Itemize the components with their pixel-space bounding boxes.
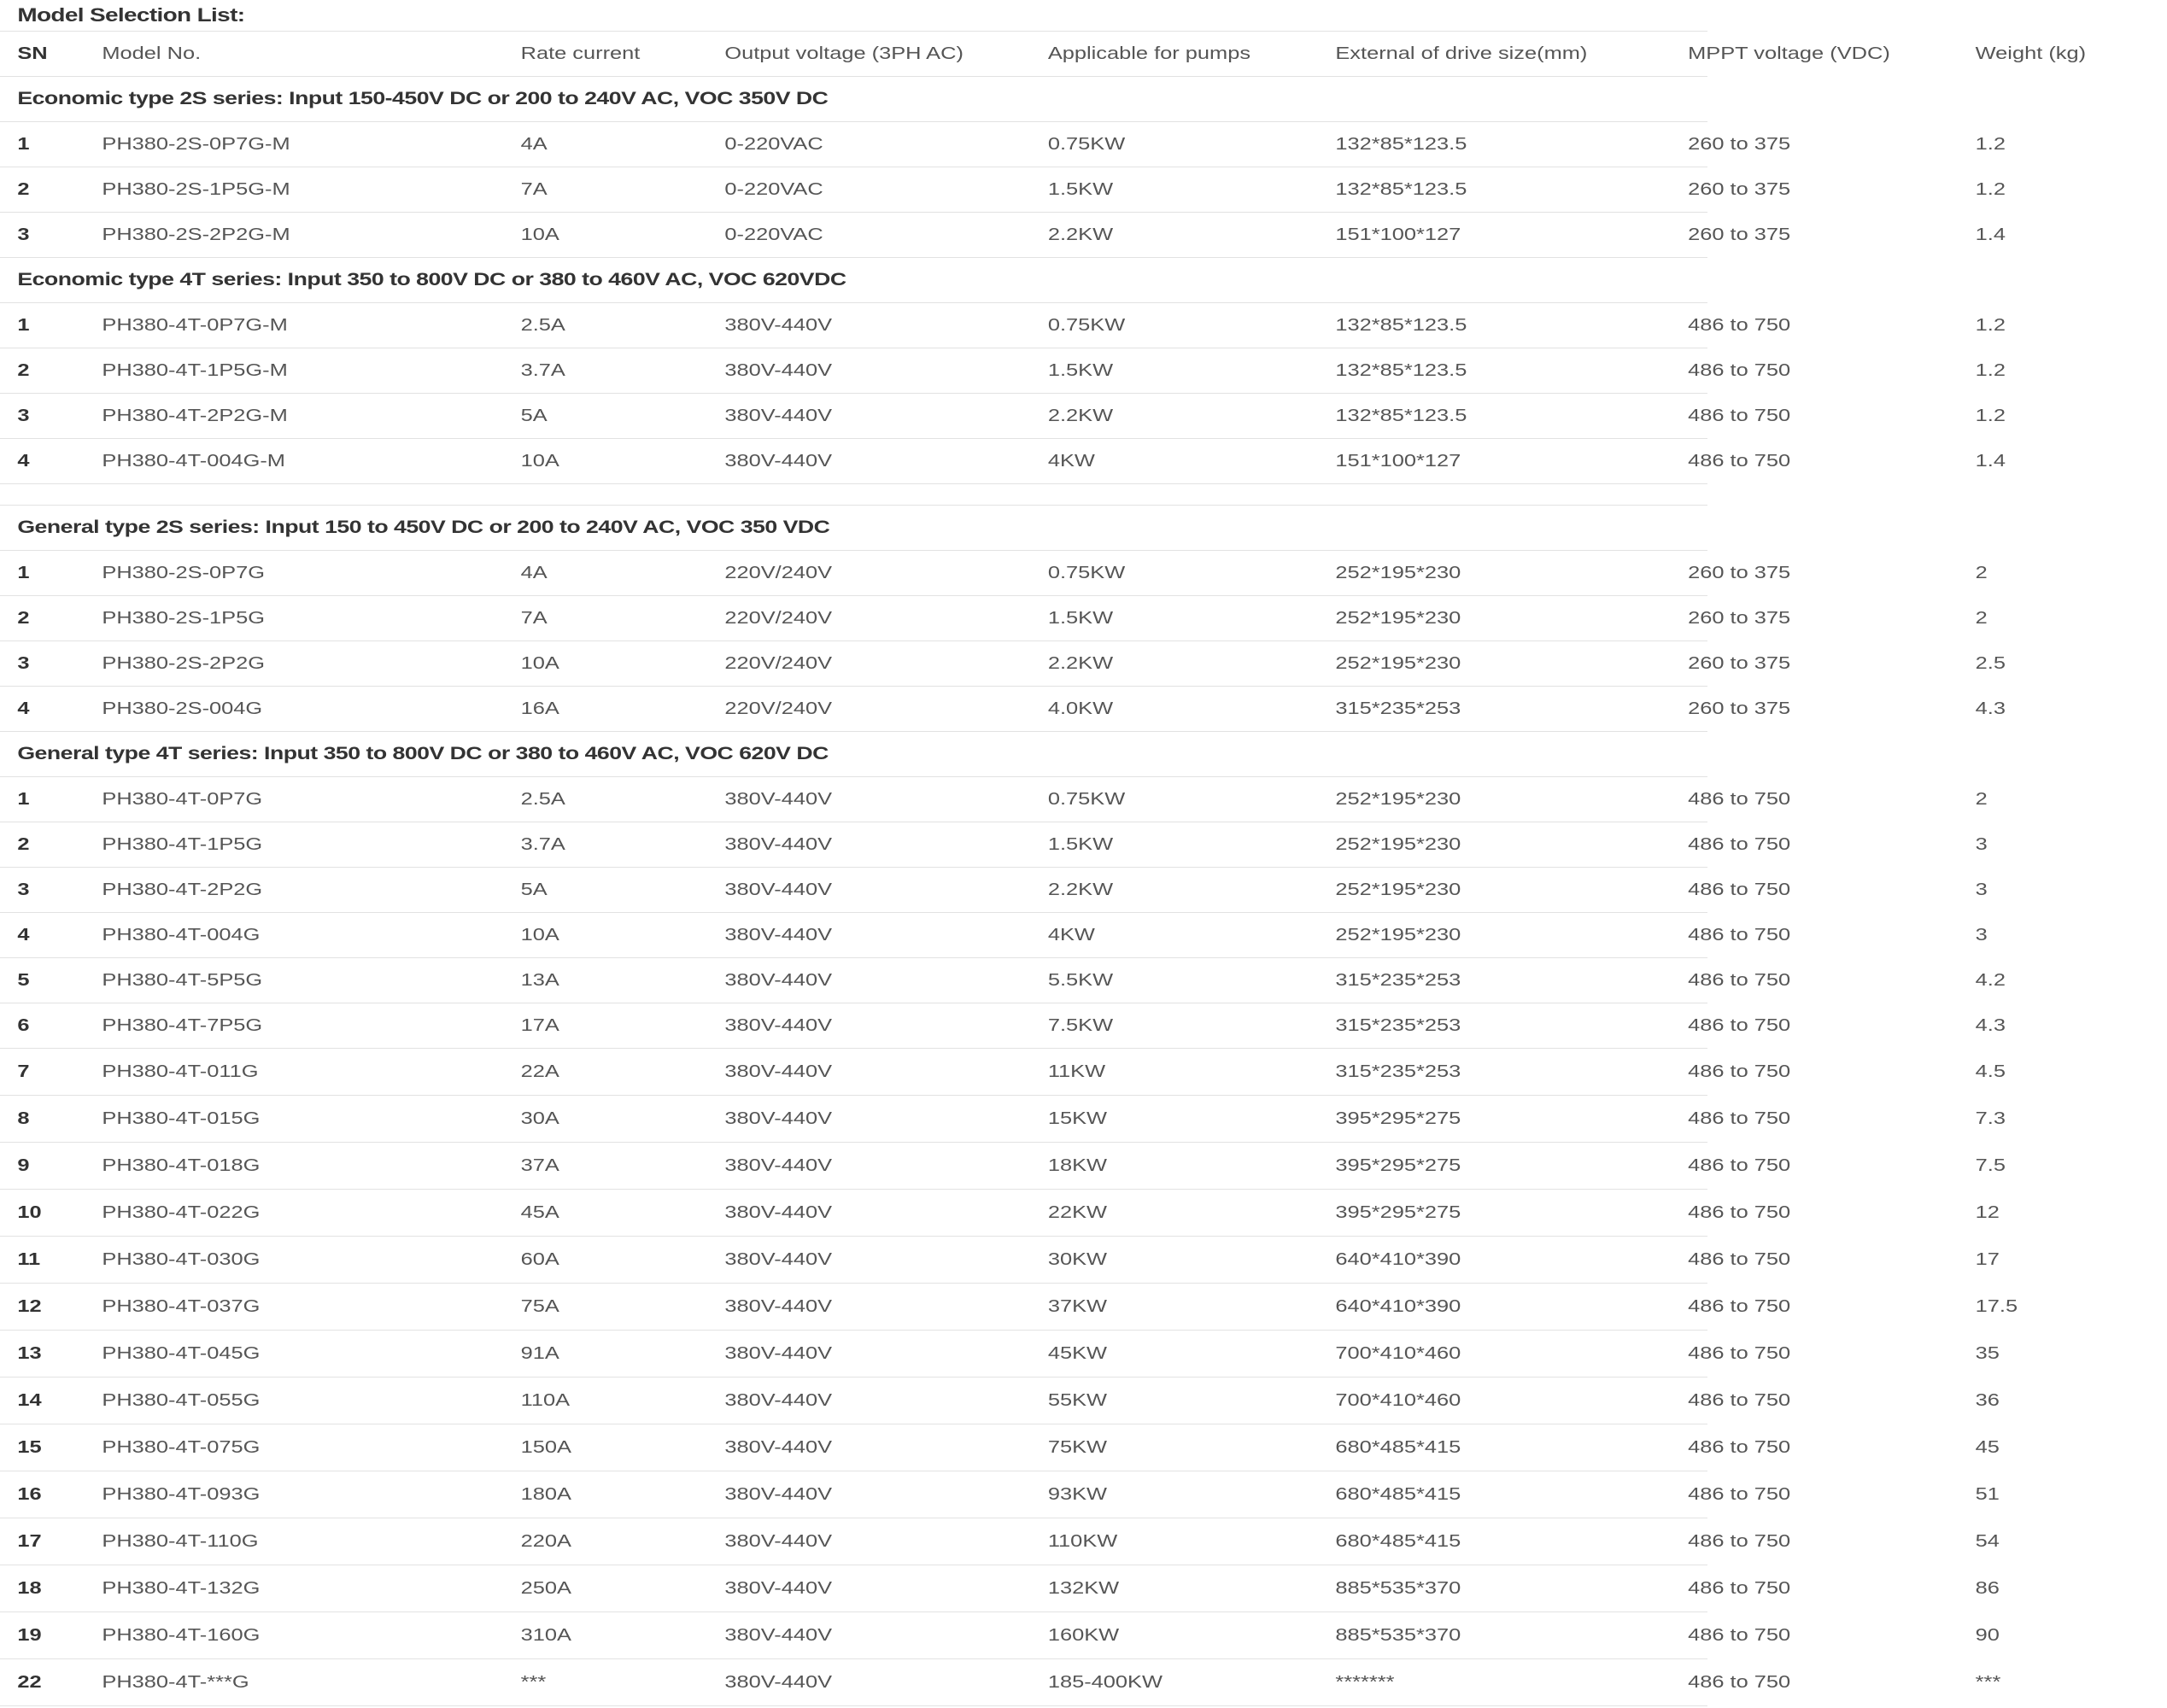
cell-output-voltage: 380V-440V bbox=[724, 1202, 833, 1222]
cell-applicable-pump: 55KW bbox=[1047, 1390, 1107, 1410]
table-row bbox=[0, 1003, 2006, 1048]
section-title: General type 2S series: Input 150 to 450V DC or 200 to 240V AC, VOC 350 VDC bbox=[0, 505, 1707, 550]
cell-model-no: PH380-4T-1P5G-M bbox=[102, 360, 288, 380]
cell-mppt-voltage: 486 to 750 bbox=[1688, 1390, 1791, 1410]
cell-output-voltage: 380V-440V bbox=[724, 360, 833, 380]
cell-mppt-voltage: 486 to 750 bbox=[1688, 1343, 1791, 1363]
cell-output-voltage: 380V-440V bbox=[724, 1062, 833, 1081]
cell-model-no: PH380-2S-0P7G-M bbox=[102, 134, 290, 154]
cell-applicable-pump: 1.5KW bbox=[1047, 360, 1114, 380]
cell-applicable-pump: 37KW bbox=[1047, 1296, 1107, 1316]
cell-output-voltage: 380V-440V bbox=[724, 1625, 833, 1645]
cell-mppt-voltage: 486 to 750 bbox=[1688, 1108, 1791, 1128]
cell-model-no: PH380-4T-160G bbox=[102, 1625, 261, 1645]
cell-drive-size: 151*100*127 bbox=[1335, 225, 1461, 244]
cell-rate-current: 3.7A bbox=[520, 834, 565, 854]
cell-rate-current: 5A bbox=[520, 406, 548, 425]
cell-output-voltage: 380V-440V bbox=[724, 451, 833, 471]
cell-model-no: PH380-4T-0P7G bbox=[102, 789, 263, 809]
cell-weight: 4.2 bbox=[1975, 970, 2006, 990]
cell-model-no: PH380-4T-015G bbox=[102, 1108, 261, 1128]
header-rate-current: Rate current bbox=[520, 44, 641, 63]
cell-mppt-voltage: 260 to 375 bbox=[1688, 225, 1791, 244]
cell-mppt-voltage: 486 to 750 bbox=[1688, 1578, 1791, 1598]
cell-model-no: PH380-4T-075G bbox=[102, 1437, 261, 1457]
cell-model-no: PH380-4T-030G bbox=[102, 1249, 261, 1269]
table-row bbox=[0, 212, 2006, 257]
cell-model-no: PH380-4T-***G bbox=[102, 1672, 249, 1692]
table-row bbox=[0, 1611, 2000, 1658]
cell-sn: 15 bbox=[17, 1437, 42, 1457]
cell-drive-size: 640*410*390 bbox=[1335, 1296, 1461, 1316]
cell-model-no: PH380-4T-037G bbox=[102, 1296, 261, 1316]
cell-rate-current: 10A bbox=[520, 653, 559, 673]
cell-model-no: PH380-4T-2P2G bbox=[102, 880, 263, 899]
cell-weight: 1.2 bbox=[1975, 406, 2006, 425]
cell-mppt-voltage: 486 to 750 bbox=[1688, 1625, 1791, 1645]
cell-output-voltage: 380V-440V bbox=[724, 1484, 833, 1504]
cell-applicable-pump: 2.2KW bbox=[1047, 880, 1114, 899]
cell-output-voltage: 380V-440V bbox=[724, 1155, 833, 1175]
cell-sn: 1 bbox=[17, 563, 30, 582]
section-title: Economic type 2S series: Input 150-450V DC or 200 to 240V AC, VOC 350V DC bbox=[0, 76, 1707, 121]
cell-output-voltage: 380V-440V bbox=[724, 1390, 833, 1410]
cell-sn: 9 bbox=[17, 1155, 30, 1175]
table-row bbox=[0, 776, 1988, 822]
cell-applicable-pump: 93KW bbox=[1047, 1484, 1107, 1504]
table-body bbox=[0, 76, 2018, 1705]
cell-drive-size: 132*85*123.5 bbox=[1335, 360, 1467, 380]
cell-applicable-pump: 0.75KW bbox=[1047, 563, 1126, 582]
cell-weight: 51 bbox=[1975, 1484, 2000, 1504]
cell-model-no: PH380-4T-011G bbox=[102, 1062, 259, 1081]
cell-mppt-voltage: 260 to 375 bbox=[1688, 699, 1791, 718]
cell-weight: 4.5 bbox=[1975, 1062, 2006, 1081]
cell-output-voltage: 0-220VAC bbox=[724, 179, 823, 199]
cell-sn: 1 bbox=[17, 789, 30, 809]
cell-output-voltage: 380V-440V bbox=[724, 1531, 833, 1551]
cell-sn: 19 bbox=[17, 1625, 42, 1645]
cell-weight: 1.2 bbox=[1975, 315, 2006, 335]
cell-model-no: PH380-2S-1P5G-M bbox=[102, 179, 290, 199]
table-row bbox=[0, 121, 2006, 167]
cell-applicable-pump: 18KW bbox=[1047, 1155, 1107, 1175]
cell-mppt-voltage: 260 to 375 bbox=[1688, 179, 1791, 199]
cell-output-voltage: 0-220VAC bbox=[724, 225, 823, 244]
cell-output-voltage: 380V-440V bbox=[724, 315, 833, 335]
cell-drive-size: 395*295*275 bbox=[1335, 1155, 1461, 1175]
cell-model-no: PH380-2S-004G bbox=[102, 699, 263, 718]
cell-rate-current: 4A bbox=[520, 134, 548, 154]
cell-sn: 4 bbox=[17, 699, 30, 718]
header-drive-size: External of drive size(mm) bbox=[1335, 44, 1588, 63]
cell-sn: 14 bbox=[17, 1390, 42, 1410]
cell-applicable-pump: 185-400KW bbox=[1047, 1672, 1163, 1692]
cell-drive-size: ******* bbox=[1335, 1672, 1395, 1692]
cell-drive-size: 315*235*253 bbox=[1335, 970, 1461, 990]
cell-weight: 1.4 bbox=[1975, 451, 2006, 471]
cell-rate-current: 37A bbox=[520, 1155, 559, 1175]
cell-sn: 6 bbox=[17, 1015, 30, 1035]
cell-sn: 3 bbox=[17, 406, 30, 425]
cell-rate-current: 10A bbox=[520, 225, 559, 244]
cell-model-no: PH380-4T-1P5G bbox=[102, 834, 263, 854]
cell-rate-current: 13A bbox=[520, 970, 559, 990]
cell-mppt-voltage: 486 to 750 bbox=[1688, 1484, 1791, 1504]
cell-mppt-voltage: 260 to 375 bbox=[1688, 563, 1791, 582]
cell-sn: 2 bbox=[17, 834, 30, 854]
header-weight: Weight (kg) bbox=[1975, 44, 2087, 63]
cell-rate-current: 10A bbox=[520, 925, 559, 945]
cell-applicable-pump: 4KW bbox=[1047, 925, 1095, 945]
cell-mppt-voltage: 486 to 750 bbox=[1688, 834, 1791, 854]
cell-sn: 22 bbox=[17, 1672, 42, 1692]
cell-mppt-voltage: 260 to 375 bbox=[1688, 608, 1791, 628]
cell-drive-size: 132*85*123.5 bbox=[1335, 406, 1467, 425]
cell-rate-current: 22A bbox=[520, 1062, 559, 1081]
cell-sn: 16 bbox=[17, 1484, 42, 1504]
cell-rate-current: 2.5A bbox=[520, 315, 565, 335]
cell-drive-size: 315*235*253 bbox=[1335, 1015, 1461, 1035]
cell-mppt-voltage: 486 to 750 bbox=[1688, 360, 1791, 380]
cell-rate-current: 2.5A bbox=[520, 789, 565, 809]
header-output-voltage: Output voltage (3PH AC) bbox=[724, 44, 963, 63]
cell-mppt-voltage: 486 to 750 bbox=[1688, 1531, 1791, 1551]
cell-rate-current: 180A bbox=[520, 1484, 571, 1504]
cell-sn: 2 bbox=[17, 179, 30, 199]
cell-sn: 2 bbox=[17, 360, 30, 380]
cell-drive-size: 151*100*127 bbox=[1335, 451, 1461, 471]
cell-drive-size: 252*195*230 bbox=[1335, 653, 1461, 673]
cell-weight: 3 bbox=[1975, 834, 1988, 854]
cell-applicable-pump: 0.75KW bbox=[1047, 789, 1126, 809]
table-row bbox=[0, 595, 1988, 640]
cell-output-voltage: 220V/240V bbox=[724, 608, 833, 628]
cell-rate-current: 7A bbox=[520, 608, 548, 628]
cell-weight: 36 bbox=[1975, 1390, 2000, 1410]
cell-applicable-pump: 7.5KW bbox=[1047, 1015, 1114, 1035]
cell-output-voltage: 380V-440V bbox=[724, 1343, 833, 1363]
cell-weight: 86 bbox=[1975, 1578, 2000, 1598]
cell-model-no: PH380-4T-7P5G bbox=[102, 1015, 263, 1035]
cell-output-voltage: 380V-440V bbox=[724, 1108, 833, 1128]
cell-sn: 12 bbox=[17, 1296, 42, 1316]
cell-mppt-voltage: 486 to 750 bbox=[1688, 1672, 1791, 1692]
cell-model-no: PH380-4T-132G bbox=[102, 1578, 261, 1598]
cell-output-voltage: 380V-440V bbox=[724, 880, 833, 899]
cell-model-no: PH380-4T-004G bbox=[102, 925, 261, 945]
cell-output-voltage: 380V-440V bbox=[724, 1672, 833, 1692]
cell-model-no: PH380-4T-018G bbox=[102, 1155, 261, 1175]
cell-sn: 4 bbox=[17, 451, 30, 471]
cell-mppt-voltage: 486 to 750 bbox=[1688, 925, 1791, 945]
cell-drive-size: 252*195*230 bbox=[1335, 608, 1461, 628]
cell-weight: 1.2 bbox=[1975, 179, 2006, 199]
cell-weight: 2.5 bbox=[1975, 653, 2006, 673]
section-title: Economic type 4T series: Input 350 to 800V DC or 380 to 460V AC, VOC 620VDC bbox=[0, 257, 1707, 302]
cell-mppt-voltage: 486 to 750 bbox=[1688, 1062, 1791, 1081]
cell-rate-current: 150A bbox=[520, 1437, 571, 1457]
table-bottom-rule bbox=[0, 1705, 1707, 1706]
cell-applicable-pump: 110KW bbox=[1047, 1531, 1118, 1551]
cell-mppt-voltage: 486 to 750 bbox=[1688, 970, 1791, 990]
cell-sn: 4 bbox=[17, 925, 30, 945]
cell-applicable-pump: 0.75KW bbox=[1047, 134, 1126, 154]
cell-rate-current: 16A bbox=[520, 699, 559, 718]
cell-applicable-pump: 132KW bbox=[1047, 1578, 1120, 1598]
cell-drive-size: 252*195*230 bbox=[1335, 563, 1461, 582]
cell-applicable-pump: 15KW bbox=[1047, 1108, 1107, 1128]
cell-sn: 5 bbox=[17, 970, 30, 990]
cell-drive-size: 252*195*230 bbox=[1335, 880, 1461, 899]
cell-mppt-voltage: 486 to 750 bbox=[1688, 789, 1791, 809]
table-row bbox=[0, 1658, 2001, 1705]
table-row bbox=[0, 1283, 2018, 1330]
cell-model-no: PH380-4T-0P7G-M bbox=[102, 315, 288, 335]
cell-rate-current: *** bbox=[520, 1672, 547, 1692]
cell-drive-size: 700*410*460 bbox=[1335, 1390, 1461, 1410]
cell-mppt-voltage: 486 to 750 bbox=[1688, 1437, 1791, 1457]
cell-weight: 7.5 bbox=[1975, 1155, 2006, 1175]
table-row bbox=[0, 1518, 2000, 1565]
page-title: Model Selection List: bbox=[17, 4, 245, 26]
cell-mppt-voltage: 486 to 750 bbox=[1688, 1296, 1791, 1316]
cell-applicable-pump: 5.5KW bbox=[1047, 970, 1114, 990]
cell-weight: 2 bbox=[1975, 563, 1988, 582]
cell-rate-current: 75A bbox=[520, 1296, 559, 1316]
cell-output-voltage: 380V-440V bbox=[724, 1249, 833, 1269]
cell-output-voltage: 380V-440V bbox=[724, 834, 833, 854]
cell-applicable-pump: 0.75KW bbox=[1047, 315, 1126, 335]
cell-sn: 11 bbox=[17, 1249, 41, 1269]
cell-applicable-pump: 2.2KW bbox=[1047, 406, 1114, 425]
cell-sn: 3 bbox=[17, 225, 30, 244]
header-model: Model No. bbox=[102, 44, 202, 63]
table-row bbox=[0, 822, 1988, 867]
cell-rate-current: 17A bbox=[520, 1015, 559, 1035]
cell-drive-size: 680*485*415 bbox=[1335, 1531, 1461, 1551]
cell-drive-size: 885*535*370 bbox=[1335, 1625, 1461, 1645]
cell-sn: 1 bbox=[17, 315, 30, 335]
cell-model-no: PH380-4T-055G bbox=[102, 1390, 261, 1410]
cell-output-voltage: 220V/240V bbox=[724, 563, 833, 582]
cell-model-no: PH380-4T-022G bbox=[102, 1202, 261, 1222]
cell-output-voltage: 380V-440V bbox=[724, 970, 833, 990]
cell-model-no: PH380-4T-2P2G-M bbox=[102, 406, 288, 425]
table-row bbox=[0, 957, 2006, 1003]
cell-output-voltage: 0-220VAC bbox=[724, 134, 823, 154]
cell-mppt-voltage: 486 to 750 bbox=[1688, 406, 1791, 425]
cell-drive-size: 680*485*415 bbox=[1335, 1484, 1461, 1504]
cell-rate-current: 250A bbox=[520, 1578, 571, 1598]
cell-sn: 13 bbox=[17, 1343, 42, 1363]
cell-model-no: PH380-2S-2P2G-M bbox=[102, 225, 290, 244]
table-row bbox=[0, 167, 2006, 212]
table-row bbox=[0, 302, 2006, 348]
cell-rate-current: 310A bbox=[520, 1625, 571, 1645]
cell-weight: 1.2 bbox=[1975, 360, 2006, 380]
cell-output-voltage: 380V-440V bbox=[724, 789, 833, 809]
cell-applicable-pump: 30KW bbox=[1047, 1249, 1107, 1269]
table-row bbox=[0, 686, 2006, 731]
cell-sn: 1 bbox=[17, 134, 30, 154]
cell-sn: 2 bbox=[17, 608, 30, 628]
cell-applicable-pump: 4.0KW bbox=[1047, 699, 1114, 718]
cell-sn: 3 bbox=[17, 653, 30, 673]
cell-drive-size: 252*195*230 bbox=[1335, 925, 1461, 945]
cell-output-voltage: 380V-440V bbox=[724, 406, 833, 425]
header-applicable-pumps: Applicable for pumps bbox=[1047, 44, 1251, 63]
cell-weight: 2 bbox=[1975, 789, 1988, 809]
table-row bbox=[0, 550, 1988, 595]
table-row bbox=[0, 1048, 2006, 1095]
cell-mppt-voltage: 486 to 750 bbox=[1688, 1249, 1791, 1269]
cell-output-voltage: 380V-440V bbox=[724, 1578, 833, 1598]
cell-mppt-voltage: 486 to 750 bbox=[1688, 1155, 1791, 1175]
cell-drive-size: 132*85*123.5 bbox=[1335, 179, 1467, 199]
cell-rate-current: 4A bbox=[520, 563, 548, 582]
cell-output-voltage: 380V-440V bbox=[724, 1015, 833, 1035]
cell-rate-current: 45A bbox=[520, 1202, 559, 1222]
cell-weight: 17.5 bbox=[1975, 1296, 2018, 1316]
cell-drive-size: 252*195*230 bbox=[1335, 834, 1461, 854]
table-row bbox=[0, 1142, 2006, 1189]
table-row bbox=[0, 438, 2006, 483]
cell-weight: 45 bbox=[1975, 1437, 2000, 1457]
cell-weight: 4.3 bbox=[1975, 699, 2006, 718]
cell-weight: *** bbox=[1975, 1672, 2001, 1692]
cell-weight: 35 bbox=[1975, 1343, 2000, 1363]
cell-model-no: PH380-4T-5P5G bbox=[102, 970, 263, 990]
cell-rate-current: 7A bbox=[520, 179, 548, 199]
table-row bbox=[0, 1095, 2006, 1142]
cell-model-no: PH380-4T-045G bbox=[102, 1343, 261, 1363]
cell-weight: 2 bbox=[1975, 608, 1988, 628]
cell-sn: 17 bbox=[17, 1531, 42, 1551]
cell-weight: 90 bbox=[1975, 1625, 2000, 1645]
cell-applicable-pump: 11KW bbox=[1047, 1062, 1106, 1081]
cell-output-voltage: 380V-440V bbox=[724, 925, 833, 945]
cell-drive-size: 315*235*253 bbox=[1335, 699, 1461, 718]
cell-model-no: PH380-4T-093G bbox=[102, 1484, 261, 1504]
cell-drive-size: 885*535*370 bbox=[1335, 1578, 1461, 1598]
cell-weight: 4.3 bbox=[1975, 1015, 2006, 1035]
cell-applicable-pump: 75KW bbox=[1047, 1437, 1107, 1457]
cell-applicable-pump: 22KW bbox=[1047, 1202, 1107, 1222]
cell-drive-size: 315*235*253 bbox=[1335, 1062, 1461, 1081]
cell-model-no: PH380-2S-1P5G bbox=[102, 608, 265, 628]
cell-mppt-voltage: 260 to 375 bbox=[1688, 653, 1791, 673]
section-spacer bbox=[0, 483, 1707, 505]
table-row bbox=[0, 1236, 2000, 1283]
cell-weight: 3 bbox=[1975, 880, 1988, 899]
cell-applicable-pump: 4KW bbox=[1047, 451, 1095, 471]
cell-rate-current: 10A bbox=[520, 451, 559, 471]
cell-output-voltage: 380V-440V bbox=[724, 1296, 833, 1316]
cell-mppt-voltage: 260 to 375 bbox=[1688, 134, 1791, 154]
cell-weight: 12 bbox=[1975, 1202, 2000, 1222]
cell-drive-size: 680*485*415 bbox=[1335, 1437, 1461, 1457]
table-row bbox=[0, 393, 2006, 438]
cell-output-voltage: 220V/240V bbox=[724, 653, 833, 673]
cell-rate-current: 91A bbox=[520, 1343, 559, 1363]
cell-output-voltage: 220V/240V bbox=[724, 699, 833, 718]
cell-weight: 1.2 bbox=[1975, 134, 2006, 154]
cell-applicable-pump: 160KW bbox=[1047, 1625, 1120, 1645]
cell-drive-size: 395*295*275 bbox=[1335, 1108, 1461, 1128]
cell-weight: 7.3 bbox=[1975, 1108, 2006, 1128]
table-row bbox=[0, 348, 2006, 393]
cell-mppt-voltage: 486 to 750 bbox=[1688, 1015, 1791, 1035]
cell-model-no: PH380-2S-0P7G bbox=[102, 563, 265, 582]
cell-applicable-pump: 1.5KW bbox=[1047, 179, 1114, 199]
table-row bbox=[0, 1330, 2000, 1377]
table-row bbox=[0, 1189, 2000, 1236]
cell-rate-current: 220A bbox=[520, 1531, 571, 1551]
cell-applicable-pump: 45KW bbox=[1047, 1343, 1107, 1363]
cell-sn: 10 bbox=[17, 1202, 42, 1222]
cell-rate-current: 110A bbox=[520, 1390, 571, 1410]
cell-applicable-pump: 2.2KW bbox=[1047, 653, 1114, 673]
cell-drive-size: 252*195*230 bbox=[1335, 789, 1461, 809]
cell-drive-size: 132*85*123.5 bbox=[1335, 315, 1467, 335]
cell-weight: 3 bbox=[1975, 925, 1988, 945]
table-row bbox=[0, 912, 1988, 957]
cell-model-no: PH380-4T-004G-M bbox=[102, 451, 285, 471]
cell-weight: 54 bbox=[1975, 1531, 2000, 1551]
cell-applicable-pump: 1.5KW bbox=[1047, 834, 1114, 854]
cell-mppt-voltage: 486 to 750 bbox=[1688, 451, 1791, 471]
cell-drive-size: 132*85*123.5 bbox=[1335, 134, 1467, 154]
cell-rate-current: 30A bbox=[520, 1108, 559, 1128]
section-title: General type 4T series: Input 350 to 800V DC or 380 to 460V AC, VOC 620V DC bbox=[0, 731, 1707, 776]
cell-sn: 7 bbox=[17, 1062, 30, 1081]
table-row bbox=[0, 867, 1988, 912]
table-row bbox=[0, 1471, 2000, 1518]
cell-drive-size: 395*295*275 bbox=[1335, 1202, 1461, 1222]
cell-sn: 3 bbox=[17, 880, 30, 899]
table-row bbox=[0, 1377, 2000, 1424]
table-header-row bbox=[0, 31, 2087, 76]
cell-weight: 1.4 bbox=[1975, 225, 2006, 244]
cell-mppt-voltage: 486 to 750 bbox=[1688, 880, 1791, 899]
cell-model-no: PH380-2S-2P2G bbox=[102, 653, 265, 673]
cell-sn: 8 bbox=[17, 1108, 30, 1128]
cell-mppt-voltage: 486 to 750 bbox=[1688, 1202, 1791, 1222]
table-row bbox=[0, 640, 2006, 686]
cell-rate-current: 5A bbox=[520, 880, 548, 899]
cell-weight: 17 bbox=[1975, 1249, 2000, 1269]
cell-rate-current: 60A bbox=[520, 1249, 559, 1269]
cell-output-voltage: 380V-440V bbox=[724, 1437, 833, 1457]
cell-mppt-voltage: 486 to 750 bbox=[1688, 315, 1791, 335]
table-row bbox=[0, 1565, 2000, 1611]
cell-applicable-pump: 1.5KW bbox=[1047, 608, 1114, 628]
cell-sn: 18 bbox=[17, 1578, 42, 1598]
cell-drive-size: 640*410*390 bbox=[1335, 1249, 1461, 1269]
header-mppt-voltage: MPPT voltage (VDC) bbox=[1688, 44, 1890, 63]
cell-drive-size: 700*410*460 bbox=[1335, 1343, 1461, 1363]
table-row bbox=[0, 1424, 2000, 1471]
cell-model-no: PH380-4T-110G bbox=[102, 1531, 259, 1551]
header-sn: SN bbox=[17, 44, 48, 63]
cell-rate-current: 3.7A bbox=[520, 360, 565, 380]
cell-applicable-pump: 2.2KW bbox=[1047, 225, 1114, 244]
